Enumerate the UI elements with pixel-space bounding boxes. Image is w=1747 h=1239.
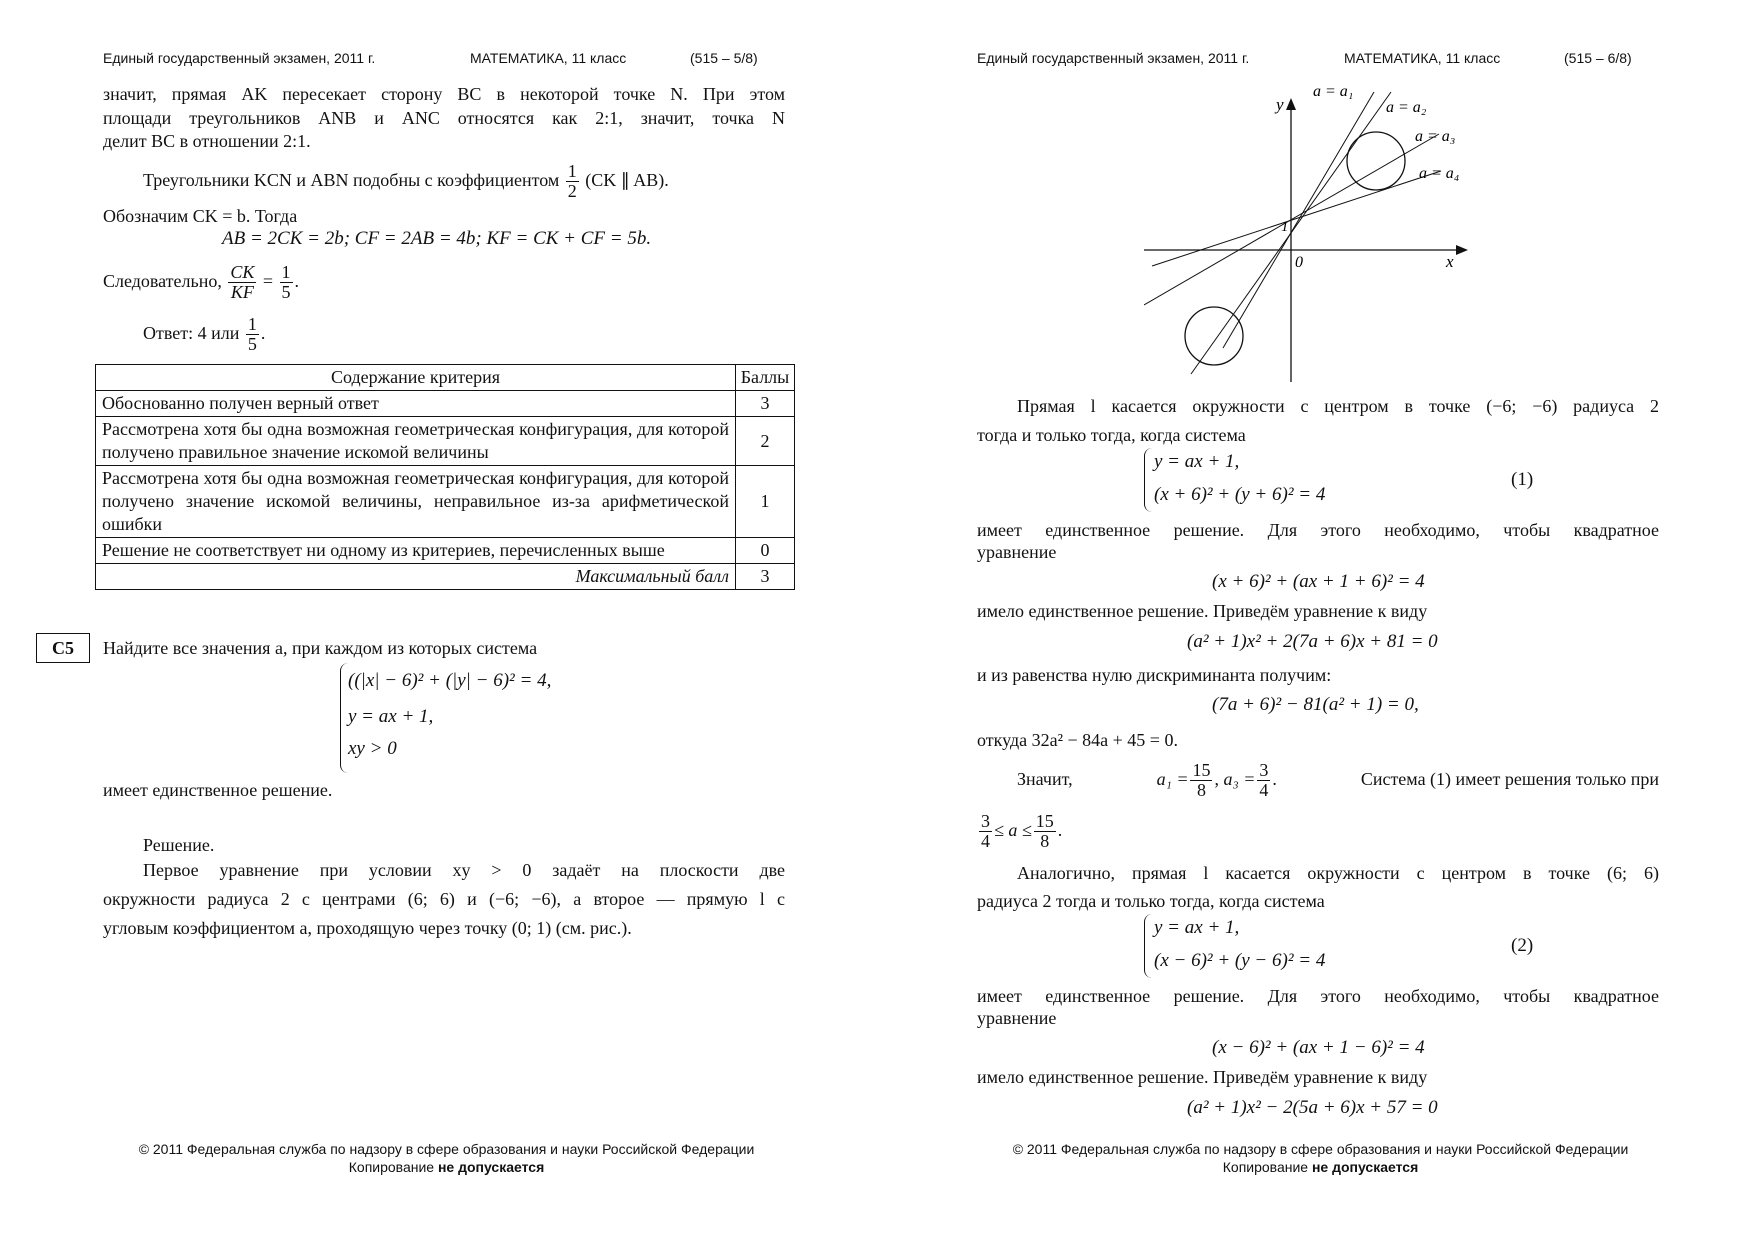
denote-line: Обозначим CK = b. Тогда — [103, 206, 298, 226]
paragraph-7-line-2: радиуса 2 тогда и только тогда, когда система — [977, 891, 1325, 911]
similarity-condition: (CK ∥ AB). — [585, 170, 669, 190]
copy-forbidden: не допускается — [437, 1159, 545, 1175]
fraction-numerator: CK — [230, 262, 255, 283]
criterion-points: 0 — [736, 538, 795, 564]
paragraph-1-line-1: Прямая l касается окружности с центром в точке (−6; −6) радиуса 2 — [1017, 396, 1659, 416]
ineq-middle: ≤ a ≤ — [994, 820, 1032, 840]
system-1-equation-1: y = ax + 1, — [1154, 451, 1240, 472]
paragraph-3: имело единственное решение. Приведём уравнение к виду — [977, 601, 1428, 621]
paragraph-8-line-2: уравнение — [977, 1008, 1057, 1028]
paragraph-2-line-1: имеет единственное решение. Для этого необходимо, чтобы квадратное — [977, 520, 1659, 540]
header-exam: Единый государственный экзамен, 2011 г. — [977, 50, 1250, 66]
fraction-numerator: 1 — [281, 262, 291, 283]
table-row — [96, 466, 795, 538]
paragraph-1-line-2: тогда и только тогда, когда система — [977, 425, 1246, 445]
fraction-numerator: 3 — [1259, 760, 1269, 781]
system-2-number: (2) — [1511, 935, 1534, 956]
equation-a: (x + 6)² + (ax + 1 + 6)² = 4 — [1212, 571, 1425, 592]
table-max-row — [96, 564, 795, 590]
line-label-a3: a = a₃ — [1415, 128, 1456, 145]
paragraph-7-line-1: Аналогично, прямая l касается окружности с центром в точке (6; 6) — [1017, 863, 1659, 883]
criterion-text: Обоснованно получен верный ответ — [96, 391, 736, 417]
one-label: 1 — [1281, 219, 1289, 235]
intro-line-3: делит BC в отношении 2:1. — [103, 131, 311, 151]
criterion-text: Решение не соответствует ни одному из критериев, перечисленных выше — [96, 538, 736, 564]
header-exam: Единый государственный экзамен, 2011 г. — [103, 50, 376, 66]
intro-line-1: значит, прямая AK пересекает сторону BC в некоторой точке N. При этом — [103, 84, 785, 104]
copy-prefix: Копирование — [1222, 1159, 1309, 1175]
system-1-equation-2: (x + 6)² + (y + 6)² = 4 — [1154, 484, 1326, 505]
paragraph-6 — [1017, 754, 1659, 804]
copy-prefix: Копирование — [348, 1159, 435, 1175]
fraction-numerator: 3 — [981, 811, 990, 832]
system-2-equation-1: y = ax + 1, — [1154, 917, 1240, 938]
footer — [10, 1140, 883, 1176]
x-axis-label: x — [1446, 252, 1454, 271]
system-1-brace — [1144, 448, 1153, 512]
solution-line-3: угловым коэффициентом a, проходящую через точку (0; 1) (см. рис.). — [103, 918, 632, 938]
system-equation-1: ((|x| − 6)² + (|y| − 6)² = 4, — [348, 670, 552, 691]
system-equation-2: y = ax + 1, — [348, 706, 434, 727]
fraction-denominator: 8 — [1196, 780, 1206, 801]
system-2-brace — [1144, 914, 1153, 978]
table-row — [96, 391, 795, 417]
system-1-number: (1) — [1511, 469, 1534, 490]
x-axis-arrow-icon — [1456, 245, 1468, 255]
line-label-a2: a = a₂ — [1386, 99, 1427, 116]
table-row — [96, 417, 795, 466]
a1-label: a₁ = — [1156, 769, 1189, 789]
paragraph-2-line-2: уравнение — [977, 542, 1057, 562]
a1-fraction — [1190, 761, 1212, 800]
fraction-numerator: 1 — [247, 314, 257, 335]
answer-line: Ответ: 4 или $\frac{1}{5}$ . — [143, 314, 266, 355]
similarity-statement — [143, 157, 669, 203]
equation-c: (7a + 6)² − 81(a² + 1) = 0, — [1212, 694, 1419, 715]
fraction-denominator: 5 — [247, 334, 257, 355]
inequality-line: $\frac{3}{4}$ ≤ a ≤ $\frac{15}{8}$ . — [981, 811, 1063, 852]
solution-label: Решение. — [143, 835, 215, 855]
paragraph-6-start: Значит, — [1017, 769, 1073, 789]
unique-solution-text: имеет единственное решение. — [103, 780, 333, 800]
criteria-table — [95, 364, 795, 590]
copyright-text: © 2011 Федеральная служба по надзору в сфере образования и науки Российской Федерации — [138, 1141, 755, 1157]
hence-line: Следовательно, $\frac{CK}{KF}$ = $\frac{1}{5}$ . — [103, 262, 300, 303]
equation-e: (a² + 1)x² − 2(5a + 6)x + 57 = 0 — [1187, 1097, 1438, 1118]
line-label-a4: a = a₄ — [1419, 165, 1460, 182]
line-a4 — [1152, 171, 1441, 266]
criterion-points: 2 — [736, 417, 795, 466]
copyright-text: © 2011 Федеральная служба по надзору в сфере образования и науки Российской Федерации — [1012, 1141, 1629, 1157]
task-text: Найдите все значения a, при каждом из которых система — [103, 638, 538, 658]
a3-label: a₃ = — [1223, 769, 1256, 789]
hence-label: Следовательно, — [103, 271, 222, 291]
fraction-denominator: 2 — [567, 181, 577, 202]
fraction-numerator: 1 — [567, 161, 577, 182]
equation-ab: AB = 2CK = 2b; CF = 2AB = 4b; KF = CK + CF = 5b. — [222, 228, 652, 249]
circle-lower — [1185, 307, 1243, 365]
solution-line-2: окружности радиуса 2 с центрами (6; 6) и (−6; −6), а второе — прямую l с — [103, 889, 785, 909]
y-axis-label: y — [1276, 95, 1284, 114]
ineq-left-fraction — [979, 812, 992, 851]
task-label-box: C5 — [36, 633, 90, 663]
paragraph-5: откуда 32a² − 84a + 45 = 0. — [977, 730, 1178, 750]
solution-line-1: Первое уравнение при условии xy > 0 задаёт на плоскости две — [143, 860, 785, 880]
fraction-denominator: 4 — [1259, 780, 1269, 801]
copy-forbidden: не допускается — [1311, 1159, 1419, 1175]
copy-notice — [10, 1158, 883, 1176]
right-page — [874, 0, 1747, 1239]
similarity-fraction — [566, 162, 579, 201]
max-score-label: Максимальный балл — [96, 564, 736, 590]
copy-notice — [884, 1158, 1747, 1176]
hence-equals: = — [262, 271, 274, 291]
header-subject: МАТЕМАТИКА, 11 класс — [470, 50, 627, 66]
fraction-denominator: 5 — [281, 282, 291, 303]
table-row — [96, 538, 795, 564]
equation-d: (x − 6)² + (ax + 1 − 6)² = 4 — [1212, 1037, 1425, 1058]
header-page-number: (515 – 5/8) — [690, 50, 758, 66]
header-subject: МАТЕМАТИКА, 11 класс — [1344, 50, 1501, 66]
paragraph-9: имело единственное решение. Приведём уравнение к виду — [977, 1067, 1428, 1087]
ineq-right-fraction — [1034, 812, 1056, 851]
criterion-text: Рассмотрена хотя бы одна возможная геометрическая конфигурация, для которой получено правильное значение искомой величины — [96, 417, 736, 466]
intro-line-2: площади треугольников ANB и ANC относятся как 2:1, значит, точка N — [103, 108, 785, 128]
header-content: Содержание критерия — [96, 365, 736, 391]
equation-b: (a² + 1)x² + 2(7a + 6)x + 81 = 0 — [1187, 631, 1438, 652]
tangent-lines-graph — [1144, 82, 1474, 390]
fraction-denominator: 8 — [1040, 831, 1050, 852]
max-score-points: 3 — [736, 564, 795, 590]
line-label-a1: a = a₁ — [1313, 83, 1354, 100]
answer-label: Ответ: 4 или — [143, 323, 240, 343]
paragraph-4: и из равенства нулю дискриминанта получим: — [977, 665, 1332, 685]
system-equation-3: xy > 0 — [348, 738, 397, 759]
criterion-text: Рассмотрена хотя бы одна возможная геометрическая конфигурация, для которой получено значение искомой величины, неправильное из-за арифметической ошибки — [96, 466, 736, 538]
similarity-text: Треугольники KCN и ABN подобны с коэффициентом — [143, 170, 560, 190]
a3-fraction — [1257, 761, 1270, 800]
y-axis-arrow-icon — [1286, 98, 1296, 110]
criterion-points: 3 — [736, 391, 795, 417]
table-header-row — [96, 365, 795, 391]
fraction-numerator: 15 — [1192, 760, 1211, 781]
answer-fraction — [246, 315, 259, 354]
line-a1 — [1223, 92, 1374, 348]
ck-kf-fraction — [228, 263, 256, 302]
paragraph-6-end: Система (1) имеет решения только при — [1360, 769, 1659, 789]
circle-upper — [1347, 132, 1405, 190]
paragraph-8-line-1: имеет единственное решение. Для этого необходимо, чтобы квадратное — [977, 986, 1659, 1006]
left-page — [0, 0, 873, 1239]
fraction-denominator: KF — [230, 282, 254, 303]
a1-value: a₁ = $\frac{15}{8}$ , a₃ = $\frac{3}{4}$ . — [1156, 760, 1277, 801]
header-page-number: (515 – 6/8) — [1564, 50, 1632, 66]
fraction-denominator: 4 — [981, 831, 990, 852]
footer — [884, 1140, 1747, 1176]
origin-label: 0 — [1295, 254, 1303, 271]
system-2-equation-2: (x − 6)² + (y − 6)² = 4 — [1154, 950, 1326, 971]
criterion-points: 1 — [736, 466, 795, 538]
fraction-numerator: 15 — [1035, 811, 1054, 832]
header-points: Баллы — [736, 365, 795, 391]
one-fifth-fraction — [280, 263, 293, 302]
